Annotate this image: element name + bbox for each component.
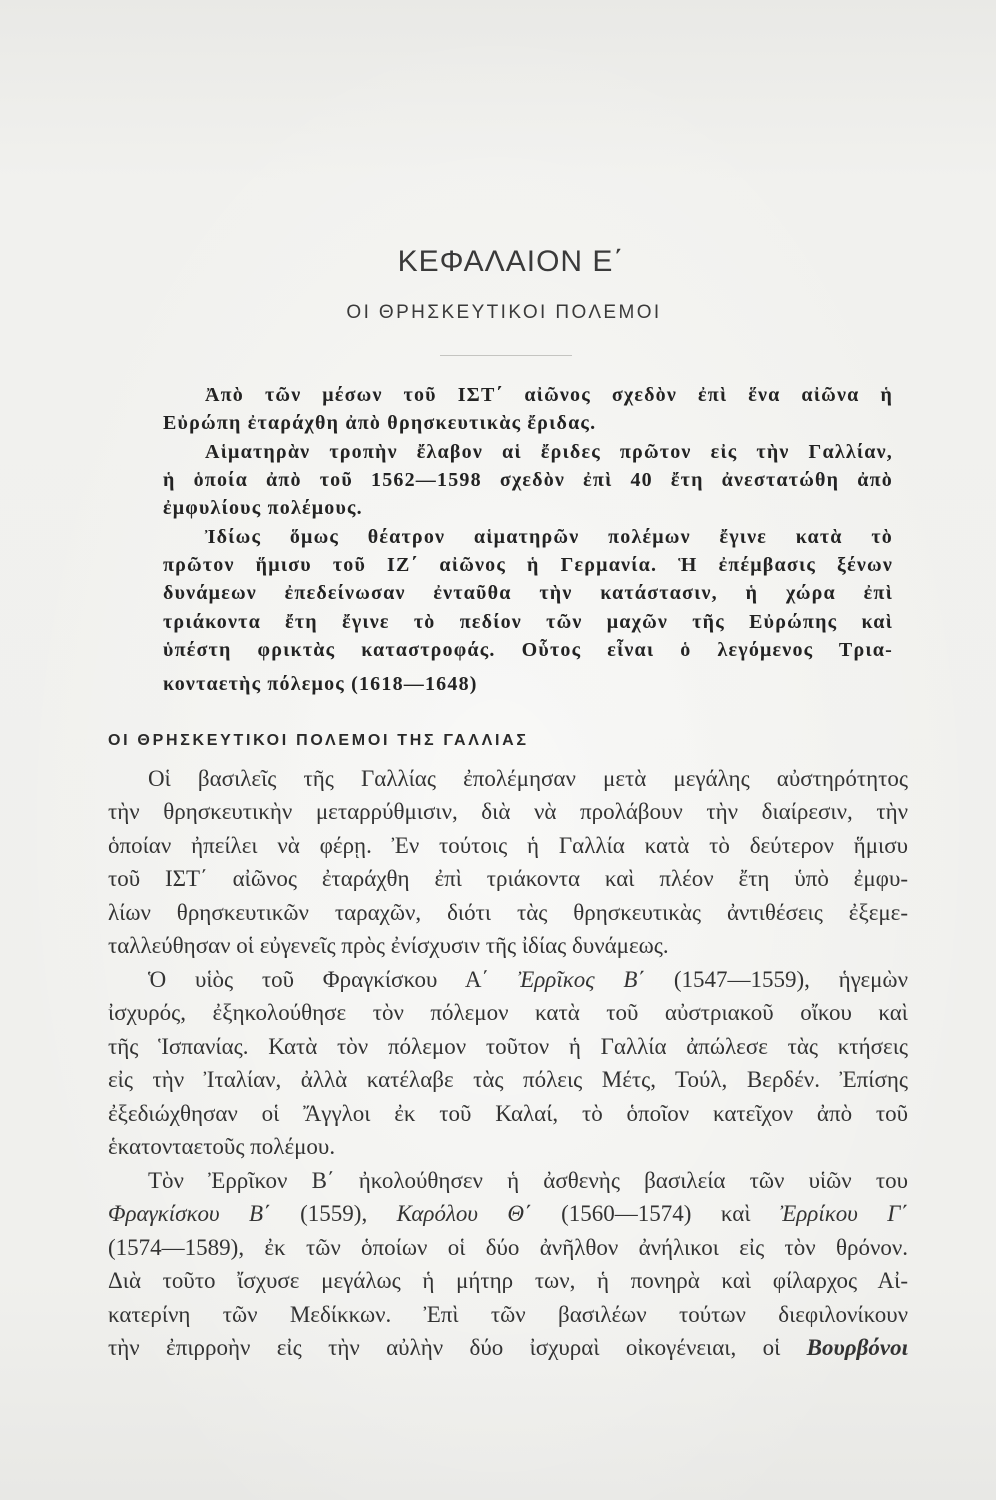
summary-line: τριάκοντα ἔτη ἔγινε τὸ πεδίον τῶν μαχῶν τῆς Εὐρώπης καὶ — [163, 610, 893, 633]
body-line: εἰς τὴν Ἰταλίαν, ἀλλὰ κατέλαβε τὰς πόλεις Μέτς, Τούλ, Βερδέν. Ἐπίσης — [108, 1067, 908, 1093]
summary-line: ἡ ὁποία ἀπὸ τοῦ 1562—1598 σχεδὸν ἐπὶ 40 ἔτη ἀνεστατώθη ἀπὸ — [163, 468, 893, 491]
body-line: ἰσχυρός, ἐξηκολούθησε τὸν πόλεμον κατὰ τοῦ αὐστριακοῦ οἴκου καὶ — [108, 1000, 908, 1026]
body-line — [108, 1197, 908, 1230]
summary-line: πρῶτον ἥμισυ τοῦ ΙΖ΄ αἰῶνος ἡ Γερμανία. Ἡ ἐπέμβασις ξένων — [163, 553, 893, 576]
body-line: (1574—1589), ἐκ τῶν ὁποίων οἱ δύο ἀνῆλθον ἀνήλικοι εἰς τὸν θρόνον. — [108, 1234, 908, 1260]
body-line — [108, 963, 908, 996]
body-line: τῆς Ἱσπανίας. Κατὰ τὸν πόλεμον τοῦτον ἡ Γαλλία ἀπώλεσε τὰς κτήσεις — [108, 1033, 908, 1059]
body-line: ἑκατονταετοῦς πολέμου. — [108, 1134, 336, 1160]
body-line: Τὸν Ἐρρῖκον Β΄ ἠκολούθησεν ἡ ἀσθενὴς βασιλεία τῶν υἱῶν του — [148, 1167, 908, 1193]
body-line: τὴν θρησκευτικὴν μεταρρύθμισιν, διὰ νὰ προλάβουν τὴν διαίρεσιν, τὴν — [108, 799, 908, 825]
summary-line: κονταετὴς πόλεμος (1618—1648) — [163, 673, 478, 696]
body-text: (1559), — [270, 1201, 397, 1227]
body-line: ὁποίαν ἠπείλει νὰ φέρῃ. Ἐν τούτοις ἡ Γαλλία κατὰ τὸ δεύτερον ἥμισυ — [108, 832, 908, 858]
body-line: ταλλεύθησαν οἱ εὐγενεῖς πρὸς ἐνίσχυσιν τῆς ἰδίας δυνάμεως. — [108, 933, 669, 959]
italic-name: Φραγκίσκου Β΄ — [108, 1201, 271, 1227]
body-line: Οἱ βασιλεῖς τῆς Γαλλίας ἐπολέμησαν μετὰ μεγάλης αὐστηρότητος — [148, 766, 908, 791]
summary-line: ὑπέστη φρικτὰς καταστροφάς. Οὗτος εἶναι ὁ λεγόμενος Τρια- — [163, 638, 893, 661]
body-line: λίων θρησκευτικῶν ταραχῶν, διότι τὰς θρησκευτικὰς ἀντιθέσεις ἐξεμε- — [108, 899, 908, 925]
body-line — [108, 1331, 908, 1364]
bold-italic-name: Βουρβόνοι — [806, 1334, 908, 1360]
body-line: ἐξεδιώχθησαν οἱ Ἄγγλοι ἐκ τοῦ Καλαί, τὸ ὁποῖον κατεῖχον ἀπὸ τοῦ — [108, 1100, 908, 1126]
body-text: (1560—1574) καὶ — [531, 1201, 780, 1227]
chapter-title: ΟΙ ΘΡΗΣΚΕΥΤΙΚΟΙ ΠΟΛΕΜΟΙ — [346, 302, 662, 323]
chapter-summary — [163, 381, 893, 699]
summary-line: ἐμφυλίους πολέμους. — [163, 497, 363, 520]
body-line: κατερίνη τῶν Μεδίκκων. Ἐπὶ τῶν βασιλέων τούτων διεφιλονίκουν — [108, 1301, 908, 1327]
body-line: τοῦ ΙΣΤ΄ αἰῶνος ἐταράχθη ἐπὶ τριάκοντα καὶ πλέον ἔτη ὑπὸ ἐμφυ- — [108, 866, 908, 892]
summary-line: Αἱματηρὰν τροπὴν ἔλαβον αἱ ἔριδες πρῶτον εἰς τὴν Γαλλίαν, — [205, 440, 893, 463]
section-heading: ΟΙ ΘΡΗΣΚΕΥΤΙΚΟΙ ΠΟΛΕΜΟΙ ΤΗΣ ΓΑΛΛΙΑΣ — [108, 732, 529, 749]
italic-name: Καρόλου Θ΄ — [396, 1201, 532, 1227]
body-text: Ὁ υἱὸς τοῦ Φραγκίσκου Α΄ — [148, 966, 518, 992]
summary-line: δυνάμεων ἐπεδείνωσαν ἐνταῦθα τὴν κατάστασιν, ἡ χώρα ἐπὶ — [163, 582, 893, 605]
summary-line: Εὐρώπη ἐταράχθη ἀπὸ θρησκευτικὰς ἔριδας. — [163, 412, 597, 435]
summary-line: Ἀπὸ τῶν μέσων τοῦ ΙΣΤ΄ αἰῶνος σχεδὸν ἐπὶ ἕνα αἰῶνα ἡ — [205, 384, 893, 406]
chapter-label: ΚΕΦΑΛΑΙΟΝ Ε΄ — [397, 245, 625, 278]
italic-name: Ἐρρῖκος Β΄ — [517, 966, 646, 992]
section-body — [108, 762, 908, 1364]
body-text: (1547—1559), ἡγεμὼν — [645, 966, 908, 992]
italic-name: Ἐρρίκου Γ΄ — [779, 1201, 908, 1227]
title-divider — [440, 355, 572, 356]
summary-line: Ἰδίως ὅμως θέατρον αἱματηρῶν πολέμων ἔγινε κατὰ τὸ — [205, 525, 893, 548]
body-text: τὴν ἐπιρροὴν εἰς τὴν αὐλὴν δύο ἰσχυραὶ οἰκογένειαι, οἱ — [108, 1334, 807, 1360]
body-line: Διὰ τοῦτο ἴσχυσε μεγάλως ἡ μήτηρ των, ἡ πονηρὰ καὶ φίλαρχος Αἰ- — [108, 1268, 908, 1294]
